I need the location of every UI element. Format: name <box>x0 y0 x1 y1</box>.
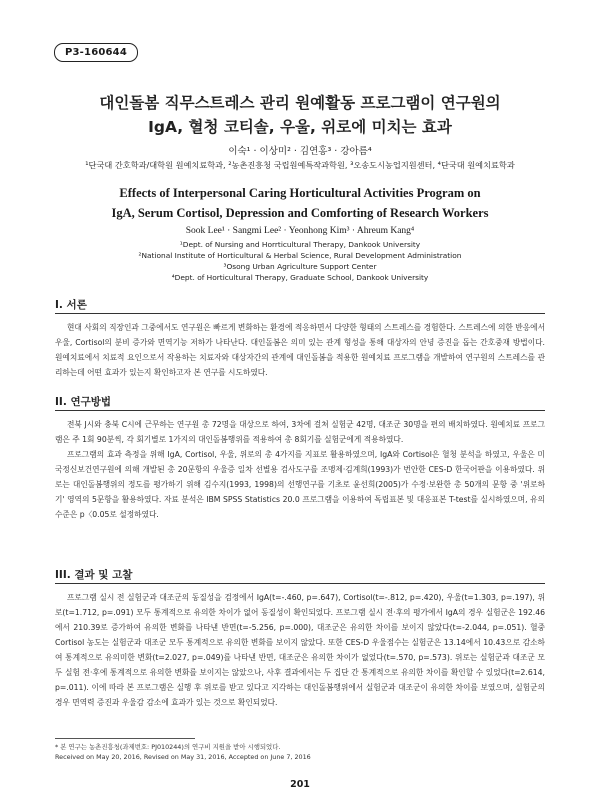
page-number: 201 <box>290 779 310 790</box>
introduction-paragraph: 현대 사회의 직장인과 그중에서도 연구원은 빠르게 변화하는 환경에 적응하면서 다양한 형태의 스트레스를 경험한다. 스트레스에 의한 반응에서 우울, Cortisol의 분비 증가와 면역기능 저하가 나타난다. 대인돌봄은 의미 있는 관계 형성을 통해 대상자의 안녕 증진을 돕는 간호중재 방법이다. 원예치료에서 치료적 요인으로서 작용하는 치료자와 대상자간의 관계에 대인돌봄을 적용한 원예치료 프로그램을 개발하여 연구원의 스트레스를 관리하는데 어떤 효과가 있는지 확인하고자 본 연구를 시도하였다. <box>55 323 545 377</box>
section-heading-methods: II. 연구방법 <box>55 396 112 408</box>
korean-title-line2: IgA, 혈청 코티솔, 우울, 위로에 미치는 효과 <box>148 118 452 136</box>
section-heading-results: III. 결과 및 고찰 <box>55 569 133 581</box>
english-affiliation-3: ³Osong Urban Agriculture Support Center <box>223 262 377 271</box>
korean-authors: 이숙¹ · 이상미² · 김연홍³ · 강아름⁴ <box>228 146 372 157</box>
results-paragraph: 프로그램 실시 전 실험군과 대조군의 동질성을 검정에서 IgA(t=-.460, p=.647), Cortisol(t=-.812, p=.420), 우울(t=1.303, p=.197), 위로(t=1.712, p=.091) 모두 통계적으로 유의한 차이가 없어 동질성이 확인되었다. 프로그램 실시 전·후의 평가에서 IgA의 경우 실험군은 192.46에서 210.39로 증가하여 유의한 변화를 나타낸 반면(t=-5.256, p=.000), 대조군은 유의한 차이를 보이지 않았다(t=-2.044, p=.051). 혈중 Cortisol 농도는 실험군과 대조군 모두 통계적으로 유의한 변화를 보이지 않았다. 또한 CES-D 우울점수는 실험군은 13.14에서 10.43으로 감소하여 통계적으로 유의미한 변화(t=2.027, p=.049)를 나타낸 반면, 대조군은 유의한 차이가 없었다(t=.570, p=.573). 위로는 실험군과 대조군 모두 실험 전·후에 통계적으로 유의한 변화를 보이지는 않았으나, 사후 결과에서는 두 집단 간 통계적으로 유의한 차이를 확인할 수 있었다(t=2.614, p=.011). 이에 따라 본 프로그램은 실행 후 위로를 받고 있다고 지각하는 대인돌봄행위에서 실험군과 대조군이 유의한 차이를 보였으며, 실험군의 경우 면역력 증진과 우울감 감소에 효과가 있는 것으로 확인되었다. <box>55 593 545 707</box>
korean-affiliations: ¹단국대 간호학과/대학원 원예치료학과, ²농촌진흥청 국립원예특작과학원, ³오송도시농업지원센터, ⁴단국대 원예치료학과 <box>85 160 515 170</box>
footnote-dates: Received on May 20, 2016, Revised on May 31, 2016, Accepted on June 7, 2016 <box>55 753 311 761</box>
page-id-badge: P3-160644 <box>54 43 138 62</box>
english-affiliation-2: ²National Institute of Horticultural & Herbal Science, Rural Development Administration <box>138 251 462 260</box>
korean-title-line1: 대인돌봄 직무스트레스 관리 원예활동 프로그램이 연구원의 <box>99 94 501 112</box>
footnote-divider <box>55 738 195 739</box>
section-divider <box>55 410 545 411</box>
english-title-line2: IgA, Serum Cortisol, Depression and Comforting of Research Workers <box>111 206 489 220</box>
methods-paragraph-1: 전북 J시와 충북 C시에 근무하는 연구원 총 72명을 대상으로 하여, 3차에 걸쳐 실험군 42명, 대조군 30명을 편의 배치하였다. 원예치료 프로그램은 주 1회 90분씩, 각 회기별로 1가지의 대인돌봄행위를 적용하여 총 8회기를 실험군에게 적용하였다. <box>55 420 545 444</box>
english-affiliation-4: ⁴Dept. of Horticultural Therapy, Graduate School, Dankook University <box>171 273 429 282</box>
footnote-funding: * 본 연구는 농촌진흥청(과제번호: PJ010244)의 연구비 지원을 받아 시행되었다. <box>55 743 281 751</box>
english-authors: Sook Lee¹ · Sangmi Lee² · Yeonhong Kim³ · Ahreum Kang⁴ <box>185 226 415 236</box>
methods-paragraph-2: 프로그램의 효과 측정을 위해 IgA, Cortisol, 우울, 위로의 총 4가지를 지표로 활용하였으며, IgA와 Cortisol은 혈청 분석을 하였고, 우울은 미국정신보건연구원에 의해 개발된 총 20문항의 우울증 일차 선별용 검사도구를 조맹제·김계희(1993)가 번안한 CES-D 한국어판을 이용하였다. 위로는 대인돌봄행위의 정도를 평가하기 위해 김수지(1993, 1998)의 선행연구를 기초로 윤선희(2005)가 수정·보완한 총 50개의 문항 중 '위로하기' 영역의 5문항을 활용하였다. 자료 분석은 IBM SPSS Statistics 20.0 프로그램을 이용하여 독립표본 및 대응표본 T-test를 실시하였으며, 유의수준은 p〈0.05로 설정하였다. <box>55 450 545 519</box>
section-divider <box>55 313 545 314</box>
section-divider <box>55 583 545 584</box>
section-heading-introduction: I. 서론 <box>55 299 87 311</box>
english-affiliation-1: ¹Dept. of Nursing and Horrticultural Therapy, Dankook University <box>179 240 421 249</box>
english-title-line1: Effects of Interpersonal Caring Horticultural Activities Program on <box>119 186 481 200</box>
